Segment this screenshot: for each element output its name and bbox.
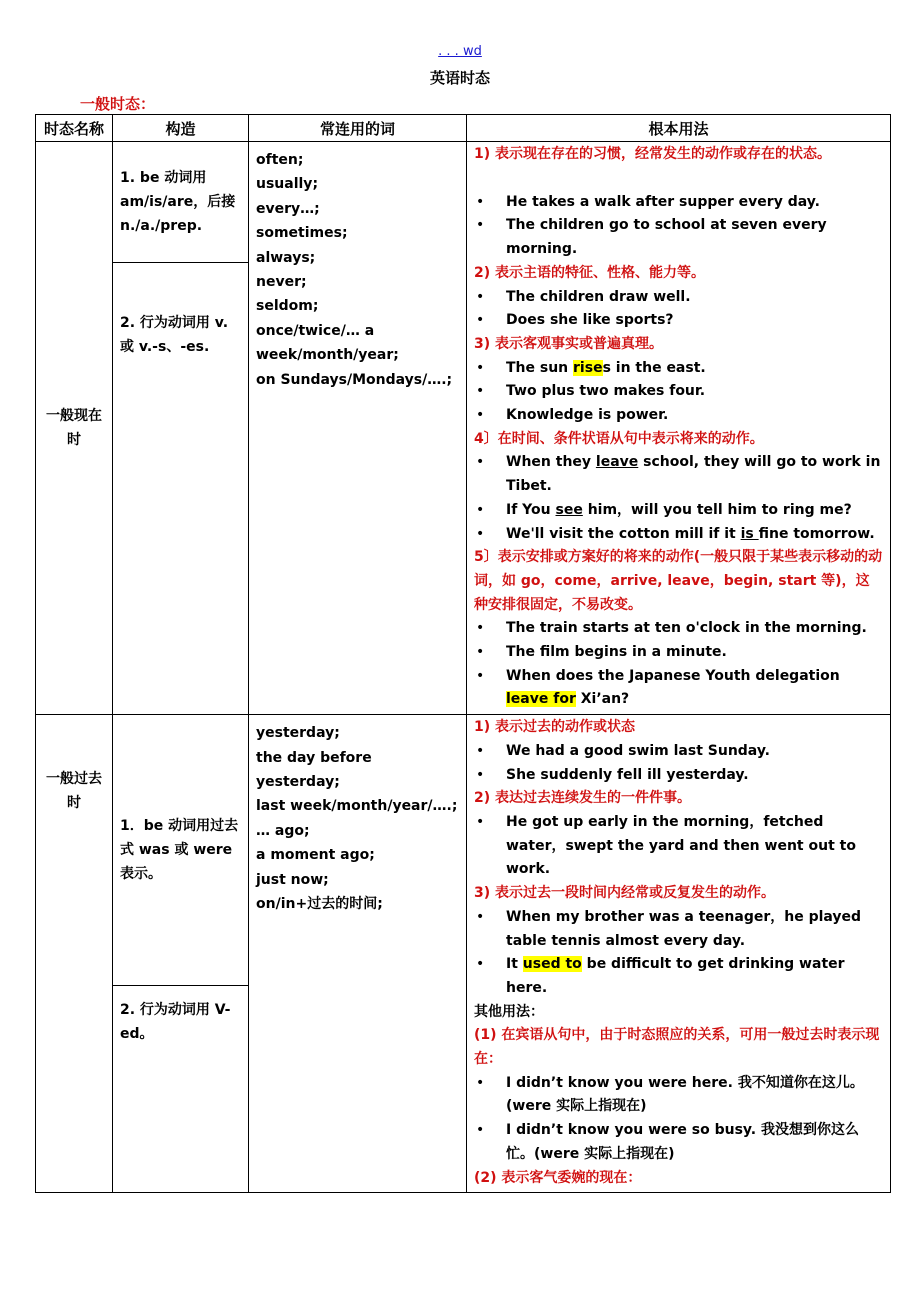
- word-item: the day before yesterday;: [256, 749, 372, 790]
- word-item: on/in+过去的时间;: [256, 896, 383, 913]
- header-structure: 构造: [113, 115, 249, 142]
- word-item: last week/month/year/….;: [256, 798, 458, 815]
- header-common-words: 常连用的词: [249, 115, 467, 142]
- example-item: • The train starts at ten o'clock in the morning.: [474, 617, 883, 641]
- word-item: on Sundays/Mondays/….;: [256, 371, 453, 388]
- word-item: … ago;: [256, 822, 310, 839]
- usage-past: [467, 715, 891, 1193]
- example-item: • We'll visit the cotton mill if it is fine tomorrow.: [474, 523, 883, 547]
- example-item: • Does she like sports?: [474, 309, 883, 333]
- example-item: • He takes a walk after supper every day.: [474, 191, 883, 215]
- usage-heading: 1) 表示现在存在的习惯，经常发生的动作或存在的状态。: [474, 146, 832, 162]
- header-tense-name: 时态名称: [36, 115, 113, 142]
- common-words-past: [249, 715, 467, 1193]
- table-row: [36, 715, 891, 986]
- example-item: • When does the Japanese Youth delegation leave for Xi’an?: [474, 665, 883, 712]
- example-item: • She suddenly fell ill yesterday.: [474, 764, 883, 788]
- word-item: sometimes;: [256, 225, 348, 242]
- structure-action-verb: 2. 行为动词用 v.或 v.-s、-es.: [113, 263, 249, 715]
- other-usage-label: 其他用法：: [474, 1003, 544, 1020]
- example-item: • If You see him，will you tell him to ring me?: [474, 499, 883, 523]
- word-item: usually;: [256, 176, 319, 193]
- usage-heading: 3) 表示客观事实或普遍真理。: [474, 335, 664, 352]
- word-item: just now;: [256, 871, 329, 888]
- usage-heading: 1) 表示过去的动作或状态: [474, 719, 636, 736]
- word-item: never;: [256, 274, 307, 291]
- highlight: rise: [573, 359, 603, 376]
- header-basic-usage: 根本用法: [467, 115, 891, 142]
- example-item: • The children go to school at seven every morning.: [474, 214, 883, 261]
- tense-name-present: 一般现在时: [36, 142, 113, 715]
- example-item: • Knowledge is power.: [474, 404, 883, 428]
- example-item: • The film begins in a minute.: [474, 641, 883, 665]
- usage-heading: 4〕在时间、条件状语从句中表示将来的动作。: [474, 430, 764, 447]
- structure-be-verb-past: 1．be 动词用过去式 was 或 were 表示。: [113, 715, 249, 986]
- highlight: used to: [522, 956, 582, 973]
- usage-heading: 5〕表示安排或方案好的将来的动作(一般只限于某些表示移动的动词，如 go，come，arrive, leave，begin, start 等)，这种安排很固定，不易改变。: [474, 549, 883, 613]
- usage-heading: (2) 表示客气委婉的现在：: [474, 1169, 642, 1186]
- word-item: often;: [256, 152, 304, 168]
- highlight: leave for: [506, 691, 576, 708]
- word-item: a moment ago;: [256, 847, 375, 864]
- example-item: • The sun rises in the east.: [474, 357, 883, 381]
- word-item: yesterday;: [256, 725, 340, 742]
- example-item: • The children draw well.: [474, 286, 883, 310]
- example-item: • We had a good swim last Sunday.: [474, 740, 883, 764]
- structure-be-verb: 1. be 动词用 am/is/are，后接 n./a./prep.: [113, 142, 249, 263]
- tense-name-past: 一般过去时: [36, 715, 113, 1193]
- word-item: always;: [256, 249, 316, 266]
- document-title: 英语时态: [429, 69, 490, 87]
- header-link[interactable]: . . . wd: [438, 44, 482, 59]
- usage-heading: 2) 表示主语的特征、性格、能力等。: [474, 264, 706, 281]
- example-item: • I didn’t know you were here. 我不知道你在这儿。(were 实际上指现在): [474, 1072, 883, 1119]
- section-title: 一般时态：: [80, 95, 156, 113]
- word-item: every…;: [256, 200, 320, 217]
- usage-heading: 2) 表达过去连续发生的一件件事。: [474, 790, 692, 807]
- tense-table: [35, 114, 891, 1193]
- common-words-present: [249, 142, 467, 715]
- usage-heading: 3) 表示过去一段时间内经常或反复发生的动作。: [474, 885, 776, 902]
- table-row: [36, 142, 891, 263]
- word-item: once/twice/… a week/month/year;: [256, 322, 399, 364]
- example-item: • When they leave school, they will go to work in Tibet.: [474, 451, 883, 498]
- usage-heading: (1) 在宾语从句中，由于时态照应的关系，可用一般过去时表示现在：: [474, 1027, 880, 1068]
- table-header-row: [36, 115, 891, 142]
- usage-present: [467, 142, 891, 715]
- example-item: • When my brother was a teenager，he played table tennis almost every day.: [474, 906, 883, 953]
- example-item: • He got up early in the morning，fetched water，swept the yard and then went out to work.: [474, 811, 883, 882]
- word-item: seldom;: [256, 298, 319, 315]
- structure-action-verb-past: 2. 行为动词用 V-ed。: [113, 986, 249, 1193]
- example-item: • Two plus two makes four.: [474, 380, 883, 404]
- example-item: • It used to be difficult to get drinking water here.: [474, 953, 883, 1000]
- example-item: • I didn’t know you were so busy. 我没想到你这么忙。(were 实际上指现在): [474, 1119, 883, 1166]
